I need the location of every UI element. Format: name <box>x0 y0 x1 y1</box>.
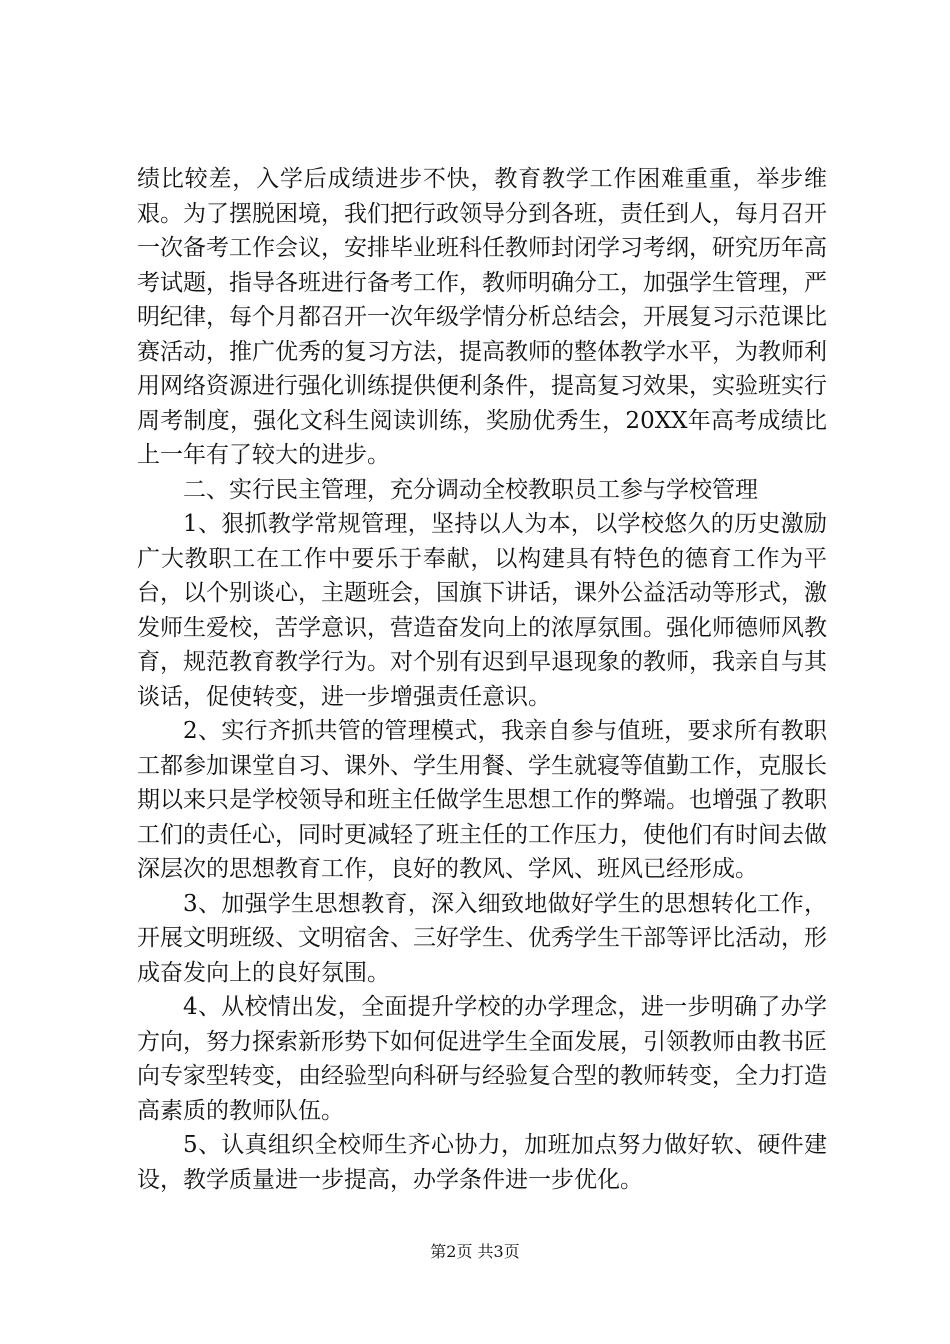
paragraph-continuation: 绩比较差，入学后成绩进步不快，教育教学工作困难重重，举步维艰。为了摆脱困境，我们把行政领导分到各班，责任到人，每月召开一次备考工作会议，安排毕业班科任教师封闭学习考纲，研究历年高考试题，指导各班进行备考工作，教师明确分工，加强学生管理，严明纪律，每个月都召开一次年级学情分析总结会，开展复习示范课比赛活动，推广优秀的复习方法，提高教师的整体教学水平，为教师利用网络资源进行强化训练提供便利条件，提高复习效果，实验班实行周考制度，强化文科生阅读训练，奖励优秀生，20XX年高考成绩比上一年有了较大的进步。 <box>137 166 827 468</box>
paragraph-item-1: 1、狠抓教学常规管理，坚持以人为本，以学校悠久的历史激励广大教职工在工作中要乐于奉献，以构建具有特色的德育工作为平台，以个别谈心，主题班会，国旗下讲话，课外公益活动等形式，激发师生爱校，苦学意识，营造奋发向上的浓厚氛围。强化师德师风教育，规范教育教学行为。对个别有迟到早退现象的教师，我亲自与其谈话，促使转变，进一步增强责任意识。 <box>137 511 827 710</box>
paragraph-item-2: 2、实行齐抓共管的管理模式，我亲自参与值班，要求所有教职工都参加课堂自习、课外、学生用餐、学生就寝等值勤工作，克服长期以来只是学校领导和班主任做学生思想工作的弊端。也增强了教职工们的责任心，同时更减轻了班主任的工作压力，使他们有时间去做深层次的思想教育工作，良好的教风、学风、班风已经形成。 <box>137 718 827 882</box>
section-heading: 二、实行民主管理，充分调动全校教职员工参与学校管理 <box>183 476 758 503</box>
page-number-footer: 第2页 共3页 <box>430 1242 520 1261</box>
document-body <box>137 162 827 1197</box>
paragraph-item-5: 5、认真组织全校师生齐心协力，加班加点努力做好软、硬件建设，教学质量进一步提高，办学条件进一步优化。 <box>137 1132 827 1193</box>
paragraph-item-4: 4、从校情出发，全面提升学校的办学理念，进一步明确了办学方向，努力探索新形势下如何促进学生全面发展，引领教师由教书匠向专家型转变，由经验型向科研与经验复合型的教师转变，全力打造高素质的教师队伍。 <box>137 994 827 1124</box>
paragraph-item-3: 3、加强学生思想教育，深入细致地做好学生的思想转化工作，开展文明班级、文明宿舍、三好学生、优秀学生干部等评比活动，形成奋发向上的良好氛围。 <box>137 890 827 986</box>
